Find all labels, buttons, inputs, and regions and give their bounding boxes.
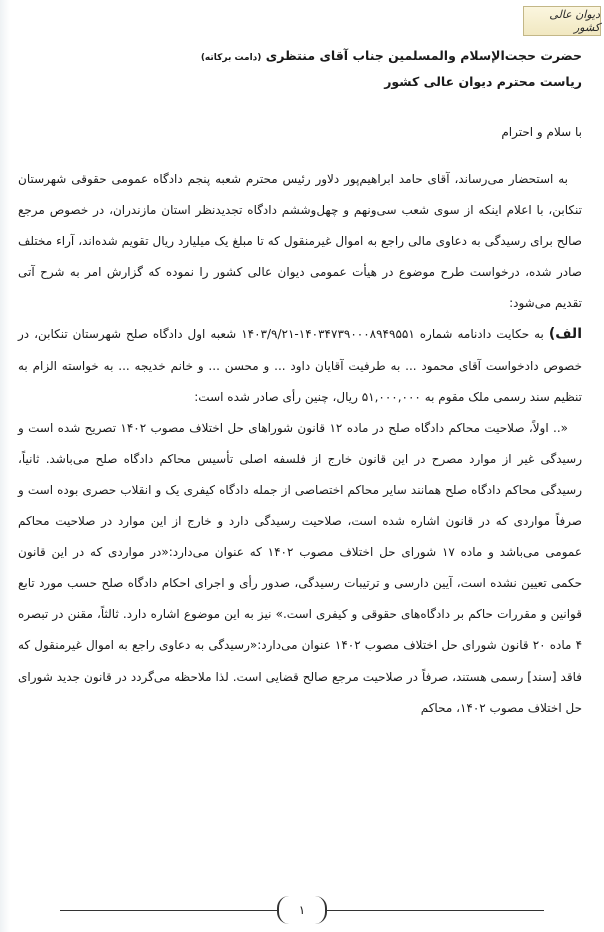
court-logo-text: دیوان عالی کشور <box>549 8 600 34</box>
paragraph-case-alef <box>18 319 582 412</box>
letter-body <box>18 164 582 724</box>
addressee-line-1 <box>22 44 582 70</box>
court-logo <box>523 6 601 36</box>
addressee-name: حضرت حجت‌الإسلام والمسلمین جناب آقای منتظری <box>265 48 582 63</box>
page-number-box <box>277 896 327 924</box>
addressee-honorific: (دامت برکاته) <box>200 53 262 63</box>
greeting: با سلام و احترام <box>501 125 582 139</box>
addressee-block <box>22 44 582 94</box>
paragraph-quoted-ruling: «.. اولاً، صلاحیت محاکم دادگاه صلح در ماده ۱۲ قانون شوراهای حل اختلاف مصوب ۱۴۰۲ تصریح شده است و رسیدگی غیر از موارد مصرح در این قانون خارج از فلسفه اصلی تأسیس محاکم دادگاه صلح می‌باشد. ثانیاً، رسیدگی محاکم دادگاه صلح همانند سایر محاکم اختصاصی از جمله دادگاه کیفری یک و انقلاب حصری بوده است و صرفاً مواردی که در قانون اشاره شده است، صلاحیت رسیدگی دارد و خارج از این موارد در صلاحیت محاکم عمومی می‌باشد و ماده ۱۷ شورای حل اختلاف مصوب ۱۴۰۲ که عنوان می‌دارد:«در مواردی که در این قانون حکمی تعیین نشده است، آیین دارسی و ترتیبات رسیدگی، صدور رأی و اجرای احکام دادگاه صلح حسب مورد تابع قوانین و مقررات حاکم بر دادگاه‌های حقوقی و کیفری است.» نیز به این موضوع اشاره دارد. ثالثاً، مقنن در تبصره ۴ ماده ۲۰ قانون شورای حل اختلاف مصوب ۱۴۰۲ عنوان می‌دارد:«رسیدگی به دعاوی راجع به اموال غیرمنقول که فاقد [سند] رسمی هستند، صرفاً در صلاحیت مرجع صالح قضایی است. لذا ملاحظه می‌گردد در قانون جدید شورای حل اختلاف مصوب ۱۴۰۲، محاکم <box>18 420 583 715</box>
section-marker-alef: الف) <box>548 326 582 343</box>
paragraph-case-alef-text: به حکایت دادنامه شماره ۱۴۰۳۴۷۳۹۰۰۰۸۹۴۹۵۵۱-۱۴۰۳/۹/۲۱ شعبه اول دادگاه صلح شهرستان تنکابن، در خصوص دادخواست آقای محمود ... به طرفیت آقایان داود ... و محسن ... و خانم خدیجه ... به خواسته الزام به تنظیم سند رسمی ملک مقوم به ۵۱,۰۰۰,۰۰۰ ریال، چنین رأی صادر شده است: <box>18 327 582 404</box>
paragraph-intro: به استحضار می‌رساند، آقای حامد ابراهیم‌پور دلاور رئیس محترم شعبه پنجم دادگاه عمومی حقوقی شهرستان تنکابن، با اعلام اینکه از سوی شعب سی‌ونهم و چهل‌وششم دادگاه تجدیدنظر استان مازندران، در خصوص مرجع صالح برای رسیدگی به دعاوی مالی راجع به اموال غیرمنقول که تا مبلغ یک میلیارد ریال تقویم شده‌اند، آراء مختلف صادر شده، درخواست طرح موضوع در هیأت عمومی دیوان عالی کشور را نموده که گزارش امر به شرح آتی تقدیم می‌شود: <box>18 172 582 311</box>
page-footer <box>60 896 544 926</box>
addressee-line-2: ریاست محترم دیوان عالی کشور <box>384 74 582 89</box>
page-number: ۱ <box>298 903 306 917</box>
page-edge <box>0 0 10 932</box>
